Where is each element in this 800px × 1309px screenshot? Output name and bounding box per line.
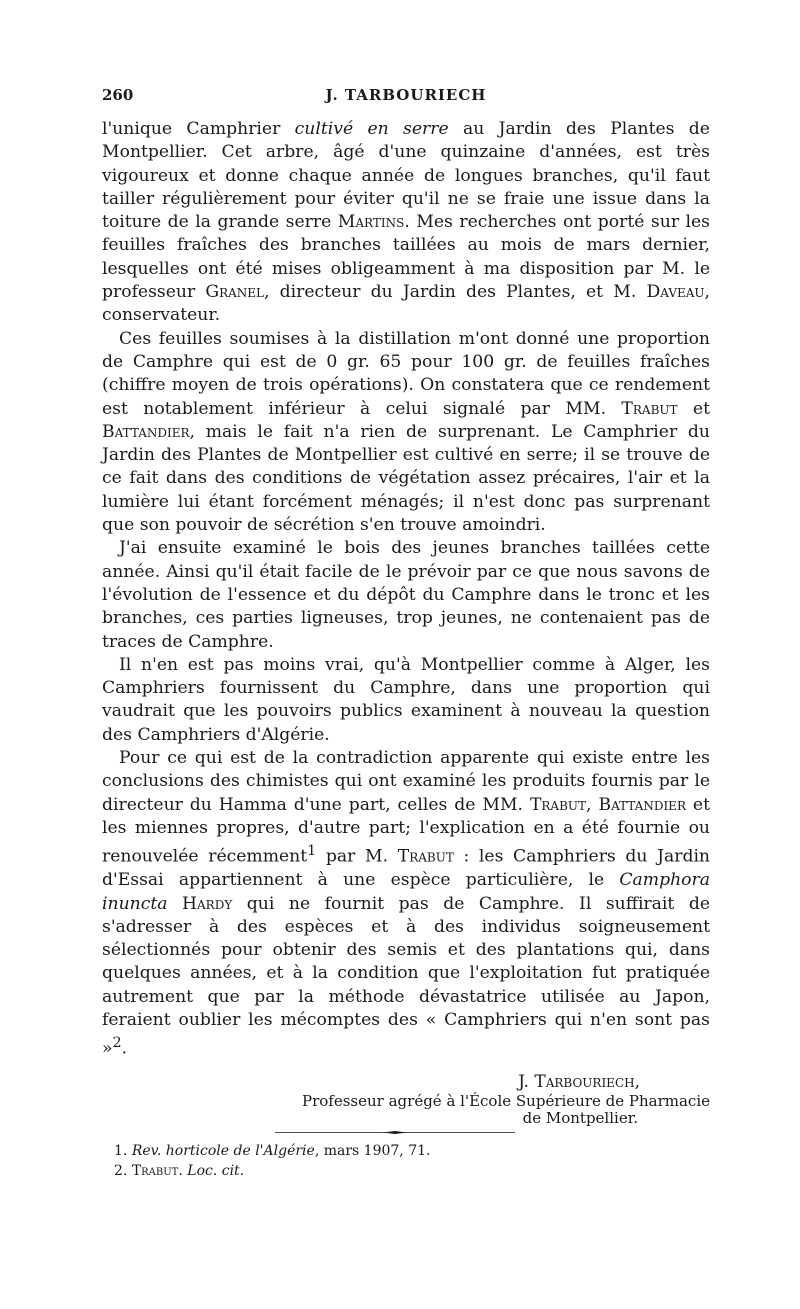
text-run: , conservateur. (102, 282, 710, 326)
end-ornament (275, 1131, 515, 1134)
small-caps-name: Granel (205, 282, 265, 303)
text-run: Il n'en est pas moins vrai, qu'à Montpellier comme à Alger, les Camphriers fournissent du Camphre, dans une proportion qui vaudrait que les pouvoirs publics examinent à nouveau la question des Camphriers d'Algérie. (102, 654, 710, 745)
text-run: et les miennes propres, d'autre part; l'explication en a été fournie ou renouvelée récemment (102, 794, 710, 867)
author-name (102, 1071, 710, 1093)
small-caps-name: Daveau (646, 282, 705, 303)
text-run: Ces feuilles soumises à la distillation m'ont donné une proportion de Camphre qui est de 0 gr. 65 pour 100 gr. de feuilles fraîches (chiffre moyen de trois opérations). On constatera que ce rendement est notablement inférieur à celui signalé par MM. (102, 328, 710, 419)
footnote (102, 1141, 710, 1161)
author-affiliation: Professeur agrégé à l'École Supérieure de Pharmacie (302, 1092, 710, 1111)
small-caps-name: Martins (337, 212, 405, 233)
end-rule-diamond (383, 1131, 407, 1134)
paragraph (102, 747, 710, 1061)
text-run: au Jardin des Plantes de Montpellier. Cet arbre, âgé d'une quinzaine d'années, est très vigoureux et donne chaque année de longues branches, qu'il faut tailler régulièrement pour éviter qu'il ne se fraie une issue dans la toiture de la grande serre (102, 119, 710, 233)
page-header (102, 86, 710, 110)
text-run: , mais le fait n'a rien de surprenant. Le Camphrier du Jardin des Plantes de Montpellier est cultivé en serre; il se trouve de ce fait dans des conditions de végétation assez précaires, l'air et la lumière lui étant forcément ménagés; il n'est donc pas surprenant que son pouvoir de sécrétion s'en trouve amoindri. (102, 421, 710, 536)
text-run: : les Camphriers du Jardin d'Essai appartiennent à une espèce particulière, le (102, 846, 711, 891)
text-run (168, 894, 183, 914)
text-run: , (586, 794, 599, 815)
paragraph (102, 118, 710, 328)
text-run: . (178, 1163, 188, 1180)
text-run: par M. (316, 846, 398, 867)
author-affiliation-city: de Montpellier. (522, 1109, 638, 1128)
italic-text: Loc. cit. (187, 1163, 245, 1180)
footnote-ref: 2 (112, 1035, 122, 1052)
author-initial: J. (518, 1072, 535, 1093)
text-run: . Mes recherches ont porté sur les feuilles fraîches des branches taillées au mois de mars dernier, lesquelles ont été mises obligeamment à ma disposition par M. le professeur (102, 212, 711, 303)
text-run: , mars 1907, 71. (314, 1143, 431, 1160)
small-caps-name: Trabut (131, 1163, 179, 1180)
footnotes (102, 1141, 710, 1181)
page-number: 260 (102, 86, 134, 104)
footnote (102, 1161, 710, 1181)
text-run: , directeur du Jardin des Plantes, et M. (264, 282, 647, 303)
small-caps-name: Trabut (621, 398, 678, 419)
running-head: J. TARBOURIECH (325, 86, 487, 104)
paragraph (102, 654, 710, 747)
italic-text: cultivé en serre (294, 119, 449, 139)
page (102, 86, 710, 1181)
text-run: qui ne fournit pas de Camphre. Il suffirait de s'adresser à des espèces et à des individus soigneusement sélectionnés pour obtenir des semis et des plantations qui, dans quelques années, et à la condition que l'exploitation fut pratiquée autrement que par la méthode dévastatrice utilisée au Japon, feraient oublier les mécomptes des « Camphriers qui n'en sont pas » (102, 893, 710, 1060)
text-run: Pour ce qui est de la contradiction apparente qui existe entre les conclusions des chimistes qui ont examiné les produits fournis par le directeur du Hamma d'une part, celles de MM. (102, 748, 710, 815)
italic-text: Camphora inuncta (102, 870, 710, 914)
text-run: l'unique Camphrier (102, 119, 295, 139)
footnote-ref: 1 (307, 843, 317, 860)
small-caps-name: Hardy (182, 893, 233, 914)
paragraph (102, 537, 710, 653)
author-surname: Tarbouriech (534, 1072, 635, 1093)
small-caps-name: Trabut (529, 794, 587, 815)
text-run: 1. (114, 1143, 132, 1160)
text-run: et (677, 398, 710, 419)
small-caps-name: Trabut (397, 846, 454, 867)
author-punct: , (634, 1072, 640, 1093)
body-text (102, 118, 710, 1061)
text-run: . (121, 1039, 128, 1060)
paragraph (102, 328, 710, 538)
signature-block (102, 1071, 710, 1127)
small-caps-name: Battandier (102, 421, 190, 442)
text-run: 2. (114, 1163, 132, 1180)
text-run: J'ai ensuite examiné le bois des jeunes branches taillées cette année. Ainsi qu'il était facile de le prévoir par ce que nous savons de l'évolution de l'essence et du dépôt du Camphre dans le tronc et les branches, ces parties ligneuses, trop jeunes, ne contenaient pas de traces de Camphre. (102, 538, 710, 652)
italic-text: Rev. horticole de l'Algérie (131, 1143, 315, 1160)
small-caps-name: Battandier (598, 794, 686, 815)
